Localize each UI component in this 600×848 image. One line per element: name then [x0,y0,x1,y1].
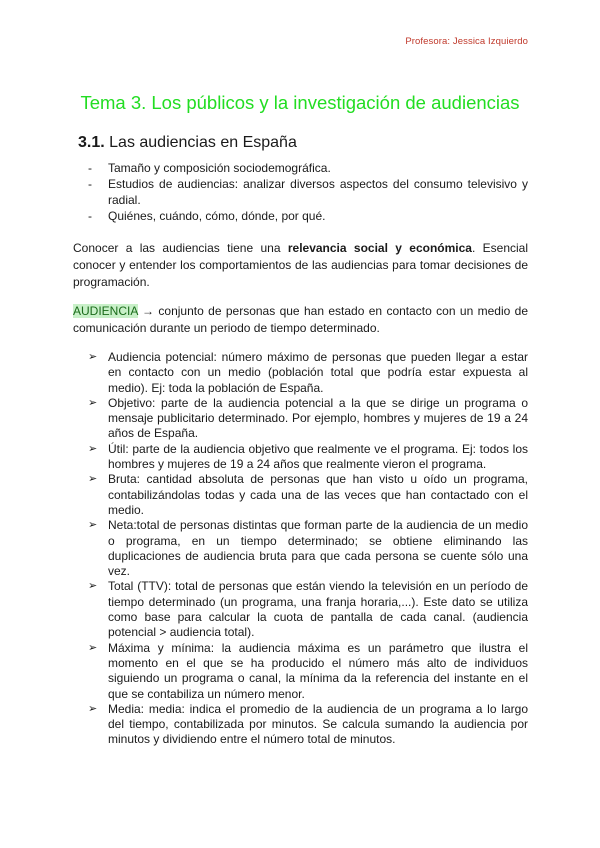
list-item [88,208,528,224]
list-item [88,396,528,442]
list-item [88,518,528,579]
list-item [88,176,528,208]
section-number: 3.1. [78,134,105,151]
list-item [88,641,528,702]
list-item-text: Tamaño y composición sociodemográfica. [108,161,331,175]
list-item-text: Máxima y mínima: la audiencia máxima es un parámetro que ilustra el momento en el que se ha producido el número más alto de individuos siguiendo un programa o canal, la mínima da la referencia del instante en el que se contabiliza un número menor. [108,640,528,701]
list-item-text: Quiénes, cuándo, cómo, dónde, por qué. [108,209,326,223]
arrow-bullet-icon: ➢ [88,396,98,409]
list-item-text: Neta:total de personas distintas que forman parte de la audiencia de un medio o programa, en un tiempo determinado; se obtiene eliminando las duplicaciones de audiencia bruta para que cada persona se cuente sólo una vez. [108,518,528,579]
list-item-text: Objetivo: parte de la audiencia potencial a la que se dirige un programa o mensaje publicitario determinado. Por ejemplo, hombres y mujeres de 19 a 24 años de España. [108,395,528,441]
arrow-bullet-icon: ➢ [88,519,98,532]
list-item [88,472,528,518]
arrow-bullet-icon: ➢ [88,442,98,455]
arrow-list [88,350,528,748]
dash-bullet: - [88,161,92,175]
list-item [88,350,528,396]
arrow-bullet-icon: ➢ [88,351,98,363]
page-title: Tema 3. Los públicos y la investigación de audiencias [80,92,520,113]
bold-phrase: relevancia social y económica [287,241,472,255]
paragraph-text: . Esencial conocer y entender los comportamientos de las audiencias para tomar decisiones de programación. [73,241,529,289]
paragraph-relevance [73,240,528,291]
list-item-text: Útil: parte de la audiencia objetivo que realmente ve el programa. Ej: todos los hombres y mujeres de 19 a 24 años que realmente vieron el programa. [108,441,528,472]
list-item [88,702,528,748]
definition-text: → conjunto de personas que han estado en contacto con un medio de comunicación durante un periodo de tiempo determinado. [73,304,528,335]
list-item-text: Media: media: indica el promedio de la audiencia de un programa a lo largo del tiempo, contabilizada por minutos. Se calcula sumando la audiencia por minutos y dividiendo entre el número total de minutos. [108,701,528,747]
arrow-bullet-icon: ➢ [88,473,98,486]
list-item [88,442,528,473]
list-item [88,579,528,640]
list-item-text: Total (TTV): total de personas que están viendo la televisión en un período de tiempo determinado (un programa, una franja horaria,...). Este dato se utiliza como base para calcular la cuota de pantalla de cada canal. (audiencia potencial > audiencia total). [108,579,528,640]
list-item-text: Audiencia potencial: número máximo de personas que pueden llegar a estar en contacto con un medio (población total que podría estar expuesta al medio). Ej: toda la población de España. [108,350,528,395]
dash-bullet: - [88,209,92,223]
section-heading [78,134,297,152]
list-item-text: Estudios de audiencias: analizar diversos aspectos del consumo televisivo y radial. [108,177,528,207]
dash-bullet: - [88,177,92,191]
author-header: Profesora: Jessica Izquierdo [405,36,528,47]
arrow-bullet-icon: ➢ [88,702,98,715]
list-item-text: Bruta: cantidad absoluta de personas que han visto u oído un programa, contabilizándolas todas y cada una de las veces que han contactado con el medio. [108,472,528,517]
section-title: Las audiencias en España [109,134,297,151]
highlighted-term: AUDIENCIA [73,304,138,318]
paragraph-text: Conocer a las audiencias tiene una [73,241,288,255]
arrow-bullet-icon: ➢ [88,580,98,593]
dash-list [88,160,528,224]
arrow-bullet-icon: ➢ [88,641,98,654]
paragraph-definition [73,303,528,337]
list-item [88,160,528,176]
